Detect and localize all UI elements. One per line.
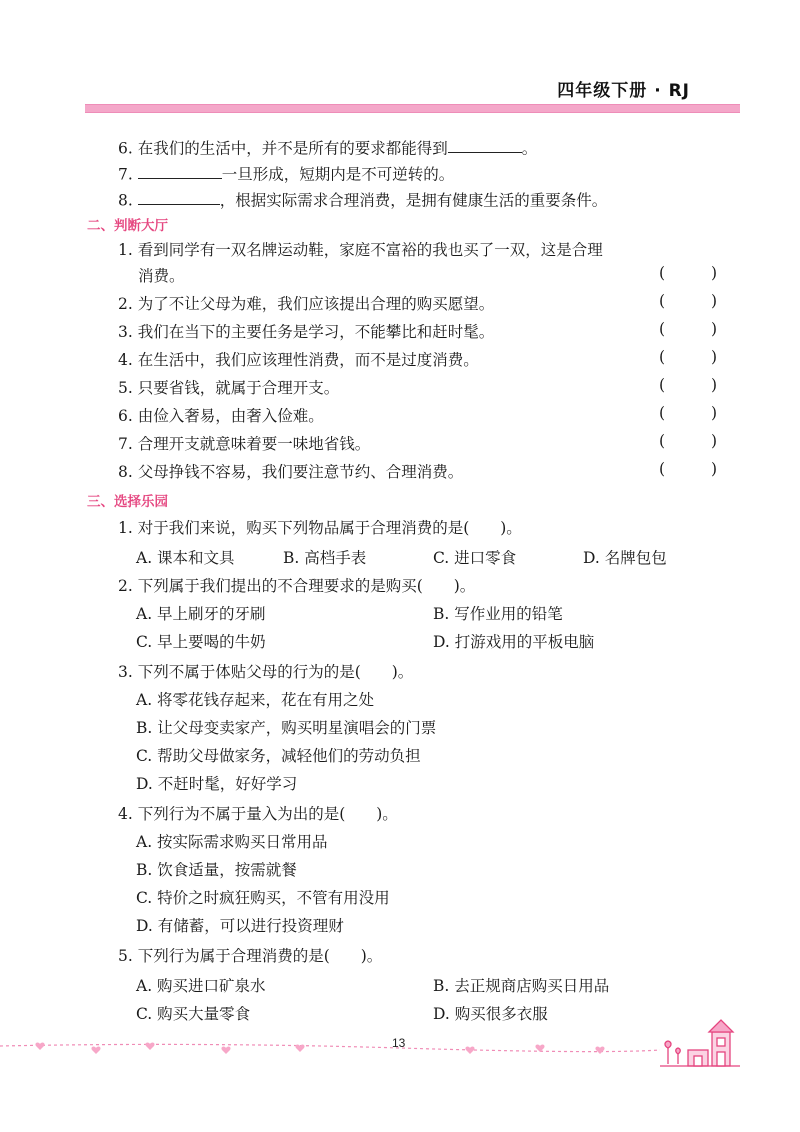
- choice-q1-option-d[interactable]: D. 名牌包包: [583, 549, 667, 567]
- choice-q4-option-a[interactable]: A. 按实际需求购买日常用品: [136, 833, 328, 851]
- page-header-title: 四年级下册 · RJ: [557, 81, 690, 101]
- choice-q2-option-c[interactable]: C. 早上要喝的牛奶: [136, 633, 266, 651]
- choice-q2-stem: 2. 下列属于我们提出的不合理要求的是购买( )。: [118, 577, 476, 595]
- fill-blank-q8: [118, 188, 607, 210]
- choice-q5-stem: 5. 下列行为属于合理消费的是( )。: [118, 947, 383, 965]
- choice-q4-option-c[interactable]: C. 特价之时疯狂购买，不管有用没用: [136, 889, 390, 907]
- judge-item-8: 8. 父母挣钱不容易，我们要注意节约、合理消费。: [118, 463, 464, 481]
- fill-blank-q7-num: 7.: [118, 165, 133, 184]
- choice-q3-option-d[interactable]: D. 不赶时髦，好好学习: [136, 775, 298, 793]
- page-number: 13: [392, 1036, 406, 1050]
- section-title-judge: 二、判断大厅: [87, 218, 168, 234]
- judge-item-6: 6. 由俭入奢易，由奢入俭难。: [118, 407, 324, 425]
- answer-blank[interactable]: [138, 162, 222, 179]
- section-title-choice: 三、选择乐园: [87, 494, 168, 510]
- fill-blank-q6-text: 6. 在我们的生活中，并不是所有的要求都能得到: [118, 139, 448, 158]
- choice-q1-option-a[interactable]: A. 课本和文具: [136, 549, 235, 567]
- choice-q3-option-a[interactable]: A. 将零花钱存起来，花在有用之处: [136, 691, 375, 709]
- fill-blank-q8-text: ，根据实际需求合理消费，是拥有健康生活的重要条件。: [219, 191, 608, 210]
- answer-blank[interactable]: [448, 136, 522, 153]
- fill-blank-q6-after: 。: [521, 139, 538, 158]
- choice-q4-option-b[interactable]: B. 饮食适量，按需就餐: [136, 861, 297, 879]
- judge-item-1-line1: 1. 看到同学有一双名牌运动鞋，家庭不富裕的我也买了一双，这是合理: [118, 241, 603, 259]
- choice-q2-option-d[interactable]: D. 打游戏用的平板电脑: [433, 633, 595, 651]
- answer-blank[interactable]: [138, 188, 220, 205]
- judge-item-7: 7. 合理开支就意味着要一味地省钱。: [118, 435, 371, 453]
- fill-blank-q7-text: 一旦形成，短期内是不可逆转的。: [221, 165, 455, 184]
- choice-q2-option-a[interactable]: A. 早上刷牙的牙刷: [136, 605, 266, 623]
- choice-q5-option-c[interactable]: C. 购买大量零食: [136, 1005, 251, 1023]
- fill-blank-q8-num: 8.: [118, 191, 133, 210]
- choice-q5-option-a[interactable]: A. 购买进口矿泉水: [136, 977, 266, 995]
- choice-q1-option-c[interactable]: C. 进口零食: [433, 549, 517, 567]
- choice-q3-option-c[interactable]: C. 帮助父母做家务，减轻他们的劳动负担: [136, 747, 421, 765]
- fill-blank-q7: [118, 162, 454, 184]
- judge-item-3: 3. 我们在当下的主要任务是学习，不能攀比和赶时髦。: [118, 323, 495, 341]
- judge-item-2: 2. 为了不让父母为难，我们应该提出合理的购买愿望。: [118, 295, 495, 313]
- header-divider-bar: [85, 104, 740, 113]
- fill-blank-q6: [118, 136, 537, 158]
- choice-q5-option-b[interactable]: B. 去正规商店购买日用品: [433, 977, 610, 995]
- choice-q1-stem: 1. 对于我们来说，购买下列物品属于合理消费的是( )。: [118, 519, 522, 537]
- choice-q4-option-d[interactable]: D. 有储蓄，可以进行投资理财: [136, 917, 344, 935]
- house-decoration-icon: [660, 1014, 740, 1072]
- choice-q1-option-b[interactable]: B. 高档手表: [283, 549, 367, 567]
- choice-q3-option-b[interactable]: B. 让父母变卖家产，购买明星演唱会的门票: [136, 719, 437, 737]
- choice-q4-stem: 4. 下列行为不属于量入为出的是( )。: [118, 805, 398, 823]
- judge-item-5: 5. 只要省钱，就属于合理开支。: [118, 379, 340, 397]
- judge-item-1-line2: 消费。: [138, 267, 185, 285]
- choice-q5-option-d[interactable]: D. 购买很多衣服: [433, 1005, 548, 1023]
- choice-q2-option-b[interactable]: B. 写作业用的铅笔: [433, 605, 563, 623]
- judge-item-4: 4. 在生活中，我们应该理性消费，而不是过度消费。: [118, 351, 479, 369]
- choice-q3-stem: 3. 下列不属于体贴父母的行为的是( )。: [118, 663, 414, 681]
